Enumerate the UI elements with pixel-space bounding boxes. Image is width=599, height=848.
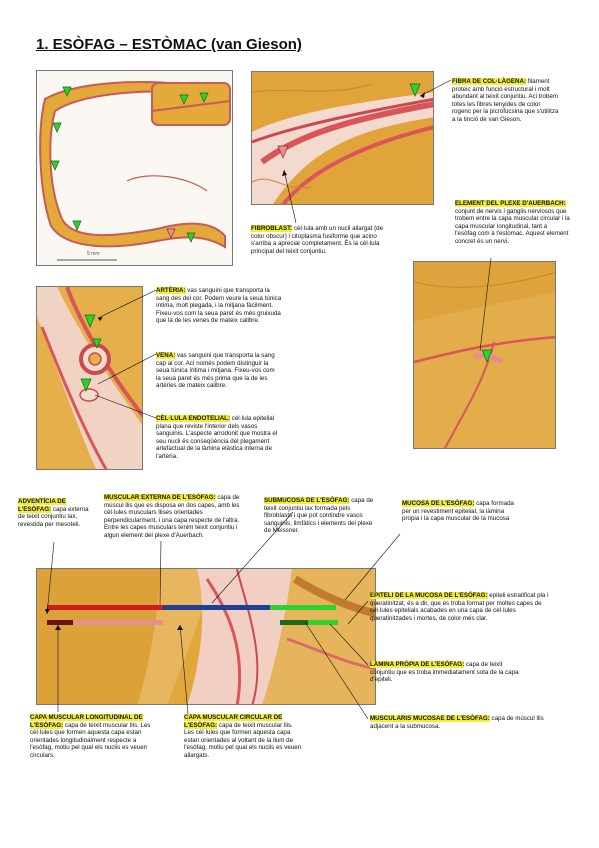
esophagus-layers-drawing [37,569,376,705]
note-heading: CAPA MUSCULAR CIRCULAR DE L'ESÒFAG: [184,714,283,729]
note-text: capa formada per un revestiment epitelial, la làmina propia i la capa muscular de la mucosa [402,500,514,523]
scale-bar-label: 5 mm [87,251,100,257]
note-text: cèl·lula amb un nucli allargat (de color obscur) i citoplasma fusiforme que acino s'arriba a apreciar completament. És la cèl·lula principal del teixit conjuntiu. [251,225,384,255]
note-text: capa de teixit muscular llis. Les cèl·lules que formen aquesta capa estan orientades al voltant de la llum de l'esòfag, motiu pel qual els nuclis es veuen allargats. [184,721,302,759]
note-collagen-fibre [452,78,560,124]
auerbach-tissue-drawing [414,262,556,449]
note-heading: EPITELI DE LA MUCOSA DE L'ESÒFAG: [370,592,488,599]
note-text: cèl·lula epitelial plana que reviste l'interior dels vasos sanguinis. L'aspecte arrodonit que mostra el seu nucli és conseqüència del plegament artefactual de la làmina elàstica interna de l'artèria. [156,415,278,460]
note-artery [156,287,282,325]
note-adventitia [18,498,92,528]
note-mucosa [402,500,522,523]
note-heading: VENA: [156,352,176,359]
note-heading: ELEMENT DEL PLEXE D'AUERBACH: [455,200,566,207]
longitudinal-bar [47,605,163,610]
note-heading: MUSCULARIS MUCOSAE DE L'ESÒFAG: [370,715,490,722]
note-text: vas sanguini que transporta la sang des del cor. Podem veure la seua túnica íntima, molt plegada, i la mitjana fàcilment. Fixeu-vos com la seua paret és més gruixuda que la de les venes de mateix calibre. [156,287,282,325]
note-longitudinal-layer [30,714,154,760]
mucosa-bar [270,605,336,610]
overview-micrograph [36,70,233,266]
note-text: filament proteic amb funció estructural i molt abundant al teixit conjuntiu. Aci trobem totes les fibres tenyides de color rogenc per la picrofucsina que s'utilitza a la tinció de van Gieson. [452,78,559,123]
note-muscularis-mucosae [370,715,545,730]
auerbach-micrograph [413,261,556,449]
note-vein [156,352,276,390]
note-heading: ARTÈRIA: [156,287,186,294]
submucosa-bar [163,605,270,610]
note-submucosa [264,497,376,535]
note-lamina-propria [370,661,520,684]
overview-tissue-drawing [37,71,233,266]
note-text: vas sanguini que transporta la sang cap al cor. Ací només podem distinguir la seua túnica íntima i mitjana. Fixeu-vos com la seua paret és més prima que la de les artèries de mateix calibre. [156,352,275,390]
note-heading: FIBROBLAST: [251,225,293,232]
note-text: conjunt de nervis i ganglis nerviosos que trobem entre la capa muscular circular i la capa muscular longitudinal, tant a l'esòfag com a l'estòmac. Aquest element concret és un nervi. [455,207,570,245]
note-heading: CAPA MUSCULAR LONGITUDINAL DE L'ESÒFAG: [30,714,143,729]
esophagus-layers-micrograph [36,568,376,705]
note-text: capa de teixit conjuntiu lax formada pels fibroblasts i que pot contindre vasos sanguinis, limfàtics i elements del plexe de Meissner. [264,497,374,535]
note-text: capa externa de teixit conjuntiu lax, revestida per mesoteli. [18,505,89,528]
note-auerbach-plexus [455,200,570,246]
note-heading: FIBRA DE COL·LÀGENA: [452,78,527,85]
note-muscular-externa [104,494,252,540]
note-text: capa de teixit muscular llis. Les cèl·lules que formen aquesta capa estan orientades longitudinalment respecte a l'esòfag, motiu pel qual els nuclis es veuen circulars. [30,721,151,759]
epithelium-bar [308,620,338,625]
note-epithelium [370,592,552,622]
note-heading: CÈL·LULA ENDOTELIAL: [156,415,231,422]
collagen-micrograph [251,71,434,205]
note-heading: MUSCULAR EXTERNA DE L'ESÒFAG: [104,494,216,501]
note-text: capa de múscul llis adjacent a la submucosa. [370,715,544,730]
note-circular-layer [184,714,304,760]
vessels-tissue-drawing [37,287,143,470]
circular-bar [73,620,163,625]
collagen-tissue-drawing [252,72,434,205]
note-heading: LÀMINA PRÒPIA DE L'ESÒFAG: [370,661,465,668]
page-title: 1. ESÒFAG – ESTÒMAC (van Gieson) [36,36,302,53]
note-text: capa de múscul llis que es disposa en dos capes, amb les cèl·lules musculars llises orientades perpendicularment, i una capa respecte de l'altra. Entre les capes musculars tenim teixit conjuntiu i algun element del plexe d'Auerbach. [104,494,240,539]
note-text: epiteli estratificat pla i queratinitzat, és a dir, que es troba format per moltes capes de cèl·lules epitelials acabades en una capa de cèl·lules queratinitzades i mortes, de color més clar. [370,592,549,622]
note-heading: SUBMUCOSA DE L'ESÒFAG: [264,497,350,504]
lamina-bar [280,620,308,625]
adventitia-bar [47,620,73,625]
note-text: capa de teixit conjuntiu que es troba immediatament sota de la capa d'epiteli. [370,661,519,684]
note-fibroblast [251,225,391,255]
note-heading: MUCOSA DE L'ESÒFAG: [402,500,475,507]
note-endothelial-cell [156,415,284,461]
vessels-micrograph [36,286,143,470]
note-heading: ADVENTÍCIA DE L'ESÒFAG: [18,498,66,513]
